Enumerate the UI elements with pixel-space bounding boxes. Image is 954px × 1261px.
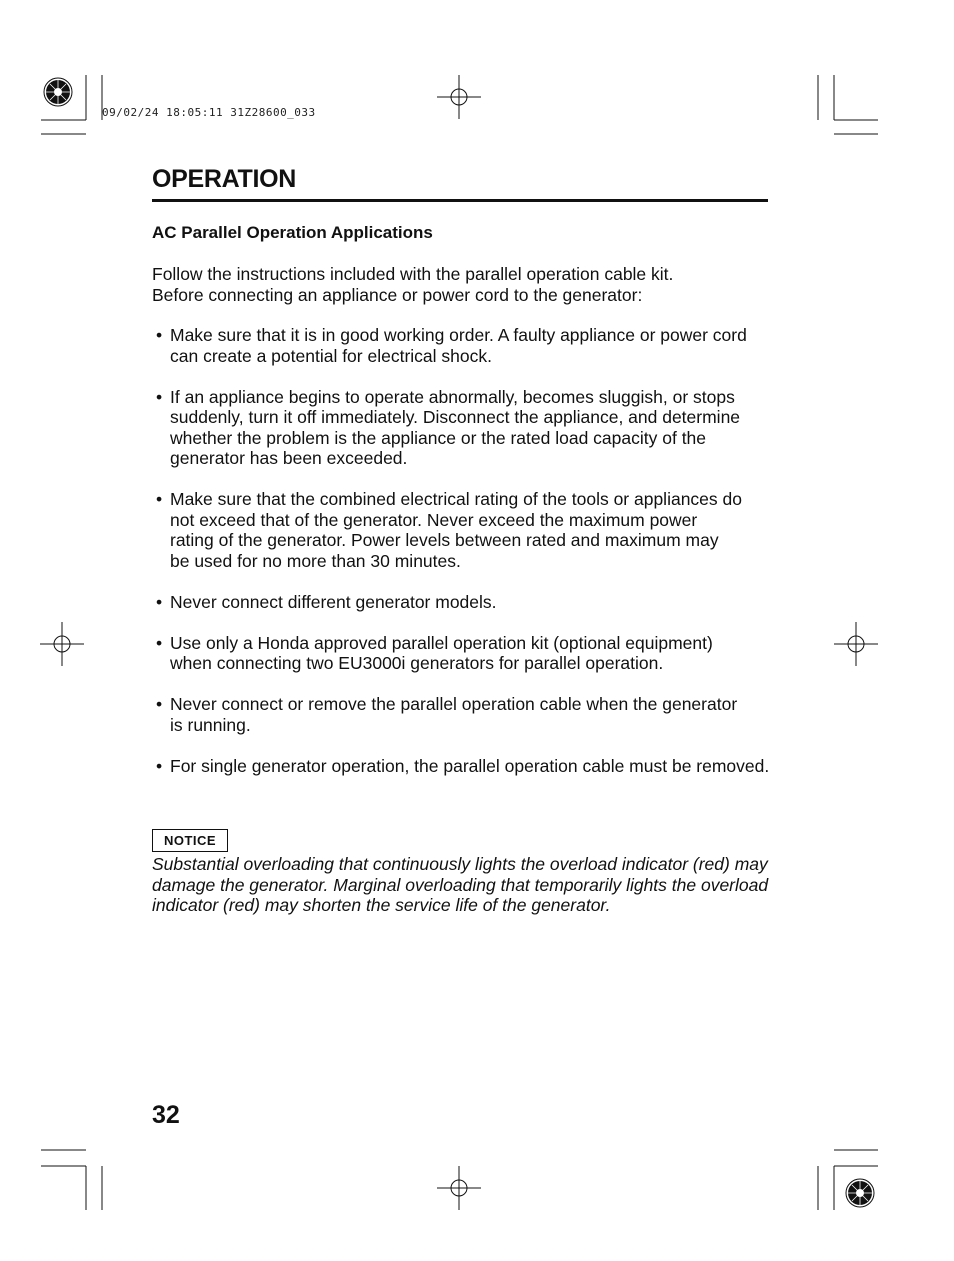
list-item (152, 592, 768, 613)
title-divider (152, 199, 768, 202)
crosshair-top (437, 75, 481, 119)
bullet-list (152, 325, 768, 797)
intro-paragraph (152, 264, 768, 305)
list-item (152, 633, 750, 674)
bullet-dot: • (156, 489, 163, 509)
bullet-dot: • (156, 694, 163, 714)
bullet-dot: • (156, 632, 163, 653)
bullet-dot: • (156, 755, 163, 776)
starburst-top-left (44, 78, 72, 106)
section-title: OPERATION (152, 165, 297, 193)
crosshair-bottom (437, 1166, 481, 1210)
bullet-text: For single generator operation, the parallel operation cable must be removed. (170, 755, 770, 776)
subheading: AC Parallel Operation Applications (152, 223, 433, 242)
bullet-text: Never connect or remove the parallel operation cable when the generator is running. (170, 694, 738, 735)
list-item (152, 387, 760, 469)
bullet-dot: • (156, 386, 163, 407)
crosshair-left (40, 622, 84, 666)
list-item (152, 489, 742, 571)
bullet-dot: • (156, 591, 163, 612)
intro-line: Follow the instructions included with the parallel operation cable kit. (152, 264, 674, 284)
bullet-text: Make sure that it is in good working order. A faulty appliance or power cord can create a potential for electrical shock. (170, 325, 747, 366)
notice-text: Substantial overloading that continuously lights the overload indicator (red) may damage the generator. Marginal overloading that temporarily lights the overload indicator (red) may shorten the service life of the generator. (152, 854, 769, 915)
bullet-text: Use only a Honda approved parallel operation kit (optional equipment) when connecting two EU3000i generators for parallel operation. (170, 632, 713, 673)
print-stamp: 09/02/24 18:05:11 31Z28600_033 (102, 106, 316, 119)
intro-line: Before connecting an appliance or power cord to the generator: (152, 284, 643, 305)
crosshair-right (834, 622, 878, 666)
notice-badge: NOTICE (152, 829, 228, 852)
list-item (152, 756, 770, 777)
list-item (152, 325, 756, 366)
bullet-dot: • (156, 325, 163, 345)
bullet-text: Never connect different generator models. (170, 591, 497, 612)
page-number: 32 (152, 1101, 180, 1129)
bullet-text: Make sure that the combined electrical rating of the tools or appliances do not exceed that of the generator. Never exceed the maximum power rating of the generator. Power levels between rated and maximum may be used for no more than 30 minutes. (170, 489, 742, 571)
bullet-text: If an appliance begins to operate abnormally, becomes sluggish, or stops suddenly, turn it off immediately. Disconnect the appliance, and determine whether the problem is the appliance or the rated load capacity of the generator has been exceeded. (170, 386, 741, 468)
list-item (152, 694, 740, 735)
starburst-bottom-right (846, 1179, 874, 1207)
